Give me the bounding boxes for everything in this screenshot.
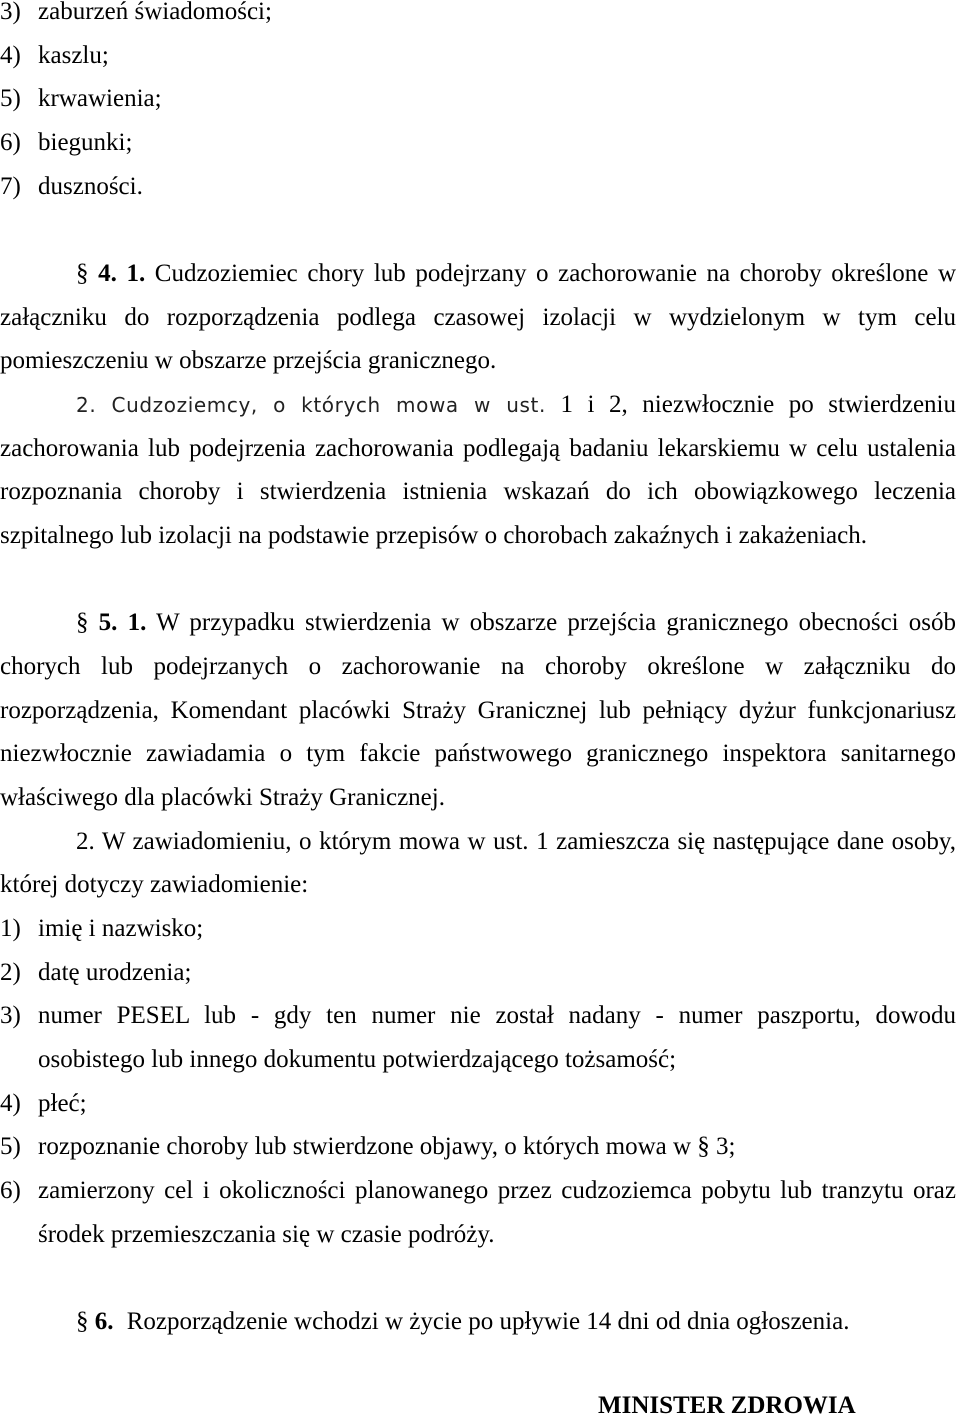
list-item-number: 7)	[0, 172, 21, 200]
list-item-number: 4)	[0, 1089, 21, 1117]
list-item-text: biegunki;	[38, 129, 133, 157]
clause-text: 1 i 2, niezwłocznie po stwierdzeniu	[560, 391, 956, 419]
clause-text: W przypadku stwierdzenia w obszarze przejścia granicznego obecności osób	[156, 609, 957, 637]
list-item-number: 3)	[0, 0, 21, 25]
list-item-text: krwawienia;	[38, 85, 162, 113]
section-number: 5.	[98, 609, 118, 637]
paragraph-5-line: rozporządzenia, Komendant placówki Straży Granicznej lub pełniący dyżur funkcjonariusz	[0, 696, 956, 724]
clause-number: 1.	[127, 609, 147, 637]
clause-lead: 2. Cudzoziemcy, o których mowa w ust.	[76, 393, 546, 418]
paragraph-4-line: zachorowania lub podejrzenia zachorowania podlegają badaniu lekarskiemu w celu ustalenia	[0, 434, 956, 462]
section-number: 6.	[94, 1308, 114, 1336]
list-item-text: datę urodzenia;	[38, 958, 192, 986]
paragraph-text: Rozporządzenie wchodzi w życie po upływie 14 dni od dnia ogłoszenia.	[126, 1308, 850, 1336]
list-item-number: 4)	[0, 41, 21, 69]
paragraph-4-line: załączniku do rozporządzenia podlega czasowej izolacji w wydzielonym w tym celu	[0, 303, 956, 331]
paragraph-5-line: właściwego dla placówki Straży Granicznej.	[0, 784, 445, 812]
paragraph-4-line: rozpoznania choroby i stwierdzenia istnienia wskazań do ich obowiązkowego leczenia	[0, 478, 956, 506]
section-sign: §	[76, 1308, 89, 1336]
list-item-text: imię i nazwisko;	[38, 915, 204, 943]
list-item	[0, 1089, 956, 1136]
list-item	[0, 1135, 956, 1179]
paragraph-6-line	[0, 1310, 956, 1354]
list-item	[0, 1004, 956, 1048]
paragraph-4-line	[0, 393, 956, 437]
blank-line	[0, 1266, 956, 1310]
list-item-number: 5)	[0, 1133, 21, 1161]
clause-text: Cudzoziemiec chory lub podejrzany o zachorowanie na choroby określone w	[154, 260, 957, 288]
list-item	[0, 958, 956, 1005]
list-item-continuation	[0, 1220, 956, 1267]
paragraph-5-line	[0, 611, 956, 655]
clause-number: 1.	[126, 260, 146, 288]
section-sign: §	[76, 609, 89, 637]
list-item-text: zaburzeń świadomości;	[38, 0, 272, 25]
paragraph-4-line: pomieszczeniu w obszarze przejścia granicznego.	[0, 347, 497, 375]
blank-line	[0, 218, 956, 262]
list-item-continuation	[0, 1048, 956, 1092]
paragraph-5-line: 2. W zawiadomieniu, o którym mowa w ust. 1 zamieszcza się następujące dane osoby,	[76, 827, 956, 855]
list-item	[0, 41, 956, 88]
list-item	[0, 0, 956, 44]
list-item	[0, 87, 956, 131]
list-item-text: kaszlu;	[38, 41, 109, 69]
list-item-text: duszności.	[38, 172, 143, 200]
list-item-text: płeć;	[38, 1089, 87, 1117]
list-item-number: 3)	[0, 1002, 21, 1030]
list-item-number: 1)	[0, 915, 21, 943]
list-item-number: 2)	[0, 958, 21, 986]
list-item	[0, 172, 956, 219]
section-number: 4.	[98, 260, 117, 288]
list-item-number: 5)	[0, 85, 21, 113]
list-item-number: 6)	[0, 1177, 21, 1205]
paragraph-5-line: której dotyczy zawiadomienie:	[0, 871, 309, 899]
section-sign: §	[76, 260, 89, 288]
list-item-text: środek przemieszczania się w czasie podróży.	[38, 1220, 495, 1248]
paragraph-4-line	[0, 262, 956, 306]
paragraph-4-line: szpitalnego lub izolacji na podstawie przepisów o chorobach zakaźnych i zakażeniach.	[0, 522, 867, 550]
list-item	[0, 131, 956, 175]
list-item-text: osobistego lub innego dokumentu potwierdzającego tożsamość;	[38, 1046, 677, 1074]
paragraph-5-line: niezwłocznie zawiadamia o tym fakcie państwowego granicznego inspektora sanitarnego	[0, 740, 956, 768]
list-item	[0, 1179, 956, 1223]
list-item-text: numer PESEL lub - gdy ten numer nie został nadany - numer paszportu, dowodu	[38, 1002, 956, 1030]
signature: MINISTER ZDROWIA	[598, 1392, 856, 1419]
list-item-text: zamierzony cel i okoliczności planowanego przez cudzoziemca pobytu lub tranzytu oraz	[38, 1177, 956, 1205]
blank-line	[0, 568, 956, 612]
paragraph-5-line: chorych lub podejrzanych o zachorowanie na choroby określone w załączniku do	[0, 653, 956, 681]
list-item-text: rozpoznanie choroby lub stwierdzone objawy, o których mowa w § 3;	[38, 1133, 736, 1161]
list-item	[0, 917, 956, 961]
list-item-number: 6)	[0, 129, 21, 157]
